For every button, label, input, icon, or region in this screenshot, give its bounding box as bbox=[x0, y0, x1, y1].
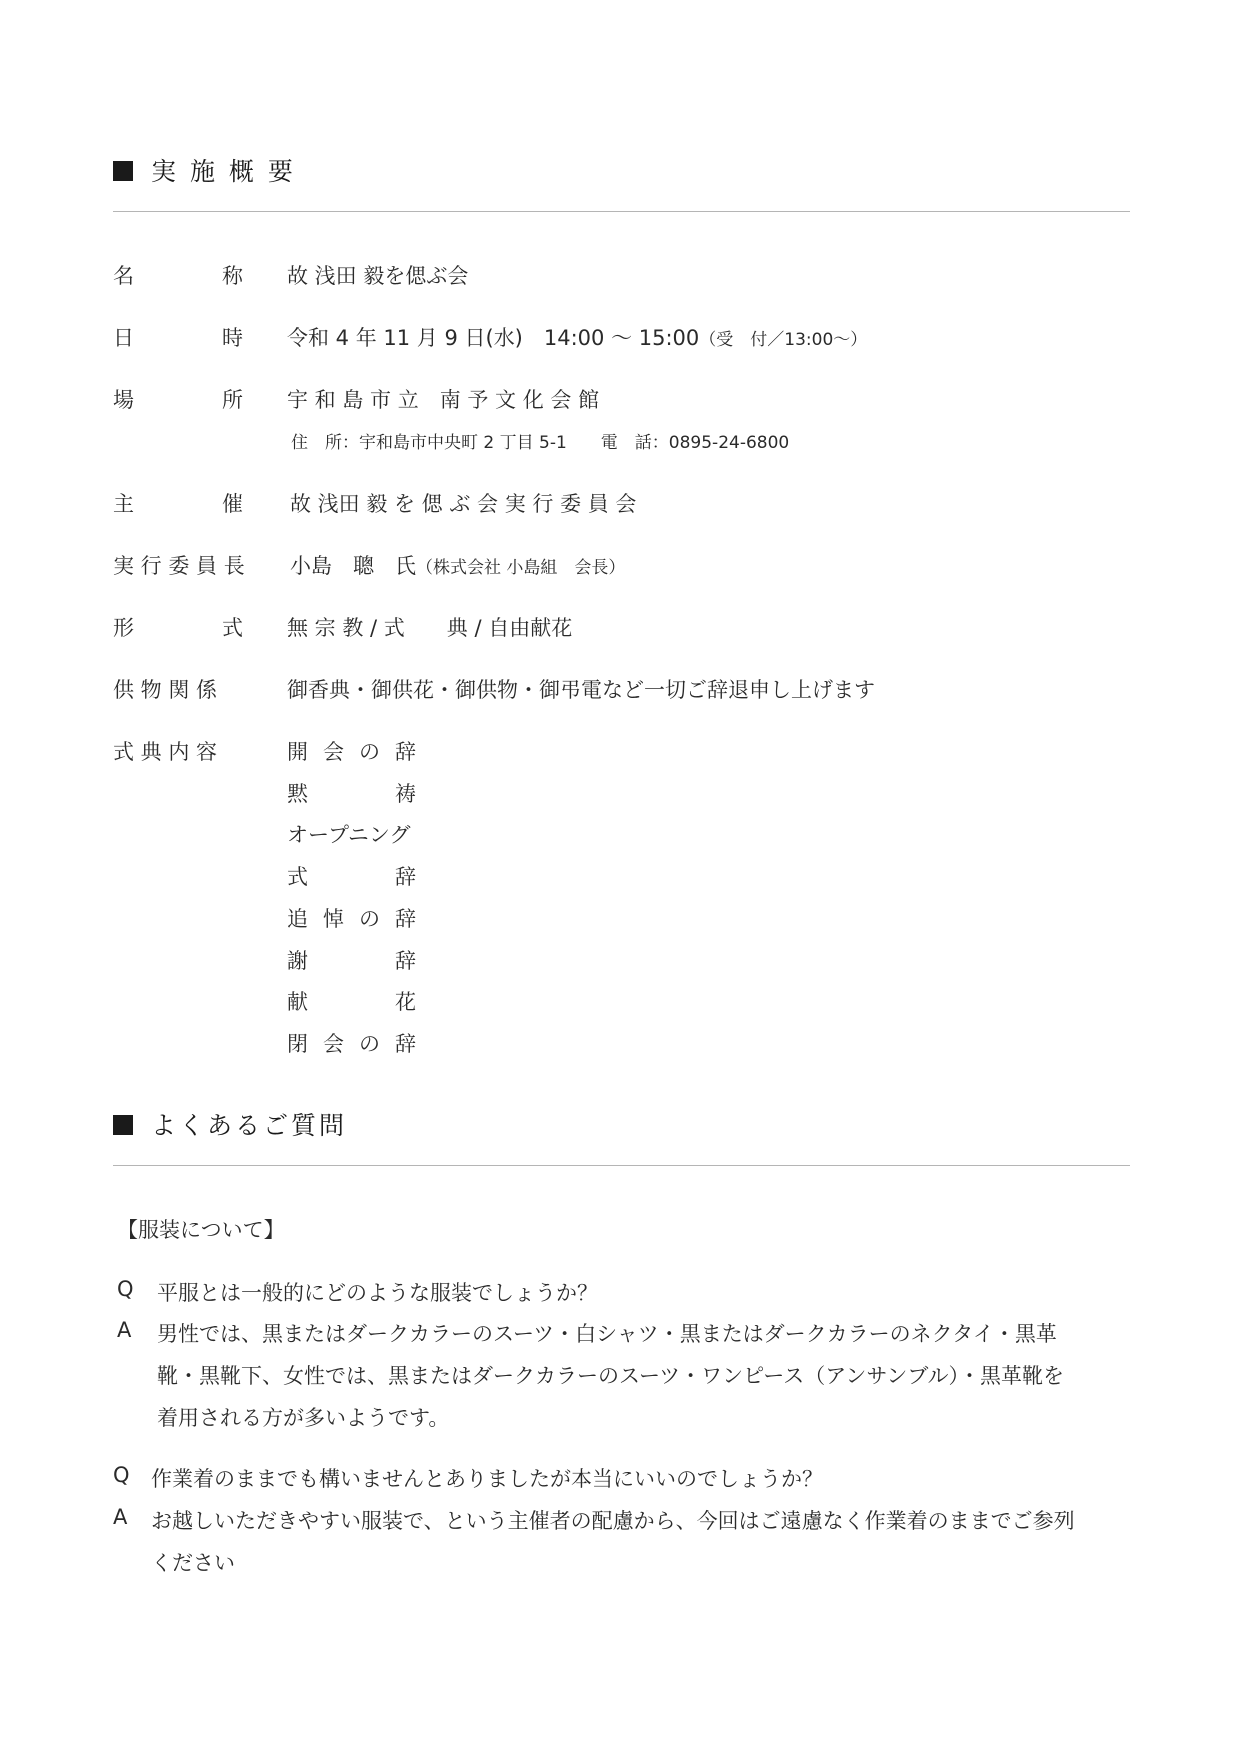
q2-answer-line: お越しいただきやすい服装で、という主催者の配慮から、今回はご遠慮なく作業着のままでご参列 bbox=[151, 1509, 1075, 1533]
offerings-label: 供 物 関 係 bbox=[113, 678, 218, 702]
program-item-char: 辞 bbox=[395, 740, 416, 764]
overview-divider bbox=[113, 211, 1130, 212]
chair-value bbox=[290, 550, 625, 580]
program-item bbox=[287, 903, 427, 933]
q1-answer-mark: A bbox=[117, 1318, 132, 1342]
program-item bbox=[287, 945, 427, 975]
chair-affiliation: （株式会社 小島組 会長） bbox=[416, 558, 626, 578]
form-value: 無 宗 教 / 式 典 / 自由献花 bbox=[287, 616, 573, 640]
program-label: 式 典 内 容 bbox=[113, 740, 218, 764]
square-bullet-icon bbox=[113, 161, 133, 181]
program-item-char: 追 bbox=[287, 906, 308, 931]
q1-answer-line: 男性では、黒またはダークカラーのスーツ・白シャツ・黒またはダークカラーのネクタイ・黒革 bbox=[157, 1322, 1057, 1346]
faq-heading bbox=[113, 1106, 347, 1142]
program-item-char: 黙 bbox=[287, 781, 308, 806]
chair-name: 小島 聰 氏 bbox=[290, 554, 416, 578]
faq-heading-text: よくあるご質問 bbox=[151, 1111, 348, 1140]
venue-label-a: 場 bbox=[113, 388, 134, 412]
q2-answer-line: ください bbox=[151, 1551, 235, 1575]
program-item-char: の bbox=[359, 1031, 380, 1056]
program-item-char: 辞 bbox=[395, 1031, 416, 1056]
overview-heading bbox=[113, 152, 296, 188]
program-item bbox=[287, 986, 427, 1016]
q2-answer-mark: A bbox=[113, 1505, 128, 1529]
overview-heading-text: 実 施 概 要 bbox=[151, 157, 296, 186]
organizer-value: 故 浅田 毅 を 偲 ぶ 会 実 行 委 員 会 bbox=[290, 492, 637, 516]
datetime-label-b: 時 bbox=[222, 326, 243, 350]
program-item-char: 開 bbox=[287, 740, 308, 764]
program-item-char: 花 bbox=[395, 990, 416, 1015]
program-item-char: 式 bbox=[287, 865, 308, 890]
program-item-char: 祷 bbox=[395, 781, 416, 806]
program-item-text: オープニング bbox=[287, 823, 411, 848]
program-item bbox=[287, 819, 427, 849]
datetime-reception-note: （受 付／13:00〜） bbox=[699, 330, 868, 350]
square-bullet-icon bbox=[113, 1115, 133, 1135]
q1-answer-line: 靴・黒靴下、女性では、黒またはダークカラーのスーツ・ワンピース（アンサンブル）・黒革靴を bbox=[157, 1364, 1064, 1388]
program-item-char: 献 bbox=[287, 990, 308, 1015]
q1-mark: Q bbox=[117, 1277, 134, 1301]
venue-label-b: 所 bbox=[222, 388, 243, 412]
venue-address-phone: 住 所：宇和島市中央町 2 丁目 5-1 電 話：0895-24-6800 bbox=[291, 433, 790, 453]
program-item bbox=[287, 1028, 427, 1058]
venue-value: 宇 和 島 市 立 南 予 文 化 会 館 bbox=[287, 388, 600, 412]
organizer-label-b: 催 bbox=[222, 492, 243, 516]
program-item bbox=[287, 736, 427, 766]
form-label-a: 形 bbox=[113, 616, 134, 640]
program-item-char: 会 bbox=[323, 740, 344, 764]
program-item-char: の bbox=[359, 740, 380, 764]
datetime-value bbox=[287, 322, 867, 352]
program-item-char: 悼 bbox=[323, 906, 344, 931]
program-item-char: 辞 bbox=[395, 906, 416, 931]
q1-question: 平服とは一般的にどのような服装でしょうか？ bbox=[157, 1281, 598, 1305]
offerings-value: 御香典・御供花・御供物・御弔電など一切ご辞退申し上げます bbox=[287, 678, 875, 702]
program-item-char: 会 bbox=[323, 1031, 344, 1056]
program-item-char: 辞 bbox=[395, 948, 416, 973]
name-label-b: 称 bbox=[222, 264, 243, 288]
organizer-label-a: 主 bbox=[113, 492, 134, 516]
program-item-char: 閉 bbox=[287, 1031, 308, 1056]
form-label-b: 式 bbox=[222, 616, 243, 640]
q1-answer-line: 着用される方が多いようです。 bbox=[157, 1406, 450, 1430]
program-item bbox=[287, 778, 427, 808]
datetime-main: 令和 4 年 11 月 9 日(水) 14:00 〜 15:00 bbox=[287, 326, 700, 350]
name-label-a: 名 bbox=[113, 264, 134, 288]
program-item-char: 辞 bbox=[395, 865, 416, 890]
name-value: 故 浅田 毅を偲ぶ会 bbox=[287, 264, 469, 288]
datetime-label-a: 日 bbox=[113, 326, 134, 350]
chair-label: 実 行 委 員 長 bbox=[113, 554, 245, 578]
faq-divider bbox=[113, 1165, 1130, 1166]
q2-question: 作業着のままでも構いませんとありましたが本当にいいのでしょうか？ bbox=[151, 1467, 823, 1491]
program-item bbox=[287, 861, 427, 891]
q2-mark: Q bbox=[113, 1463, 130, 1487]
program-item-char: の bbox=[359, 906, 380, 931]
program-item-char: 謝 bbox=[287, 948, 308, 973]
faq-section-title: 【服装について】 bbox=[117, 1218, 285, 1242]
